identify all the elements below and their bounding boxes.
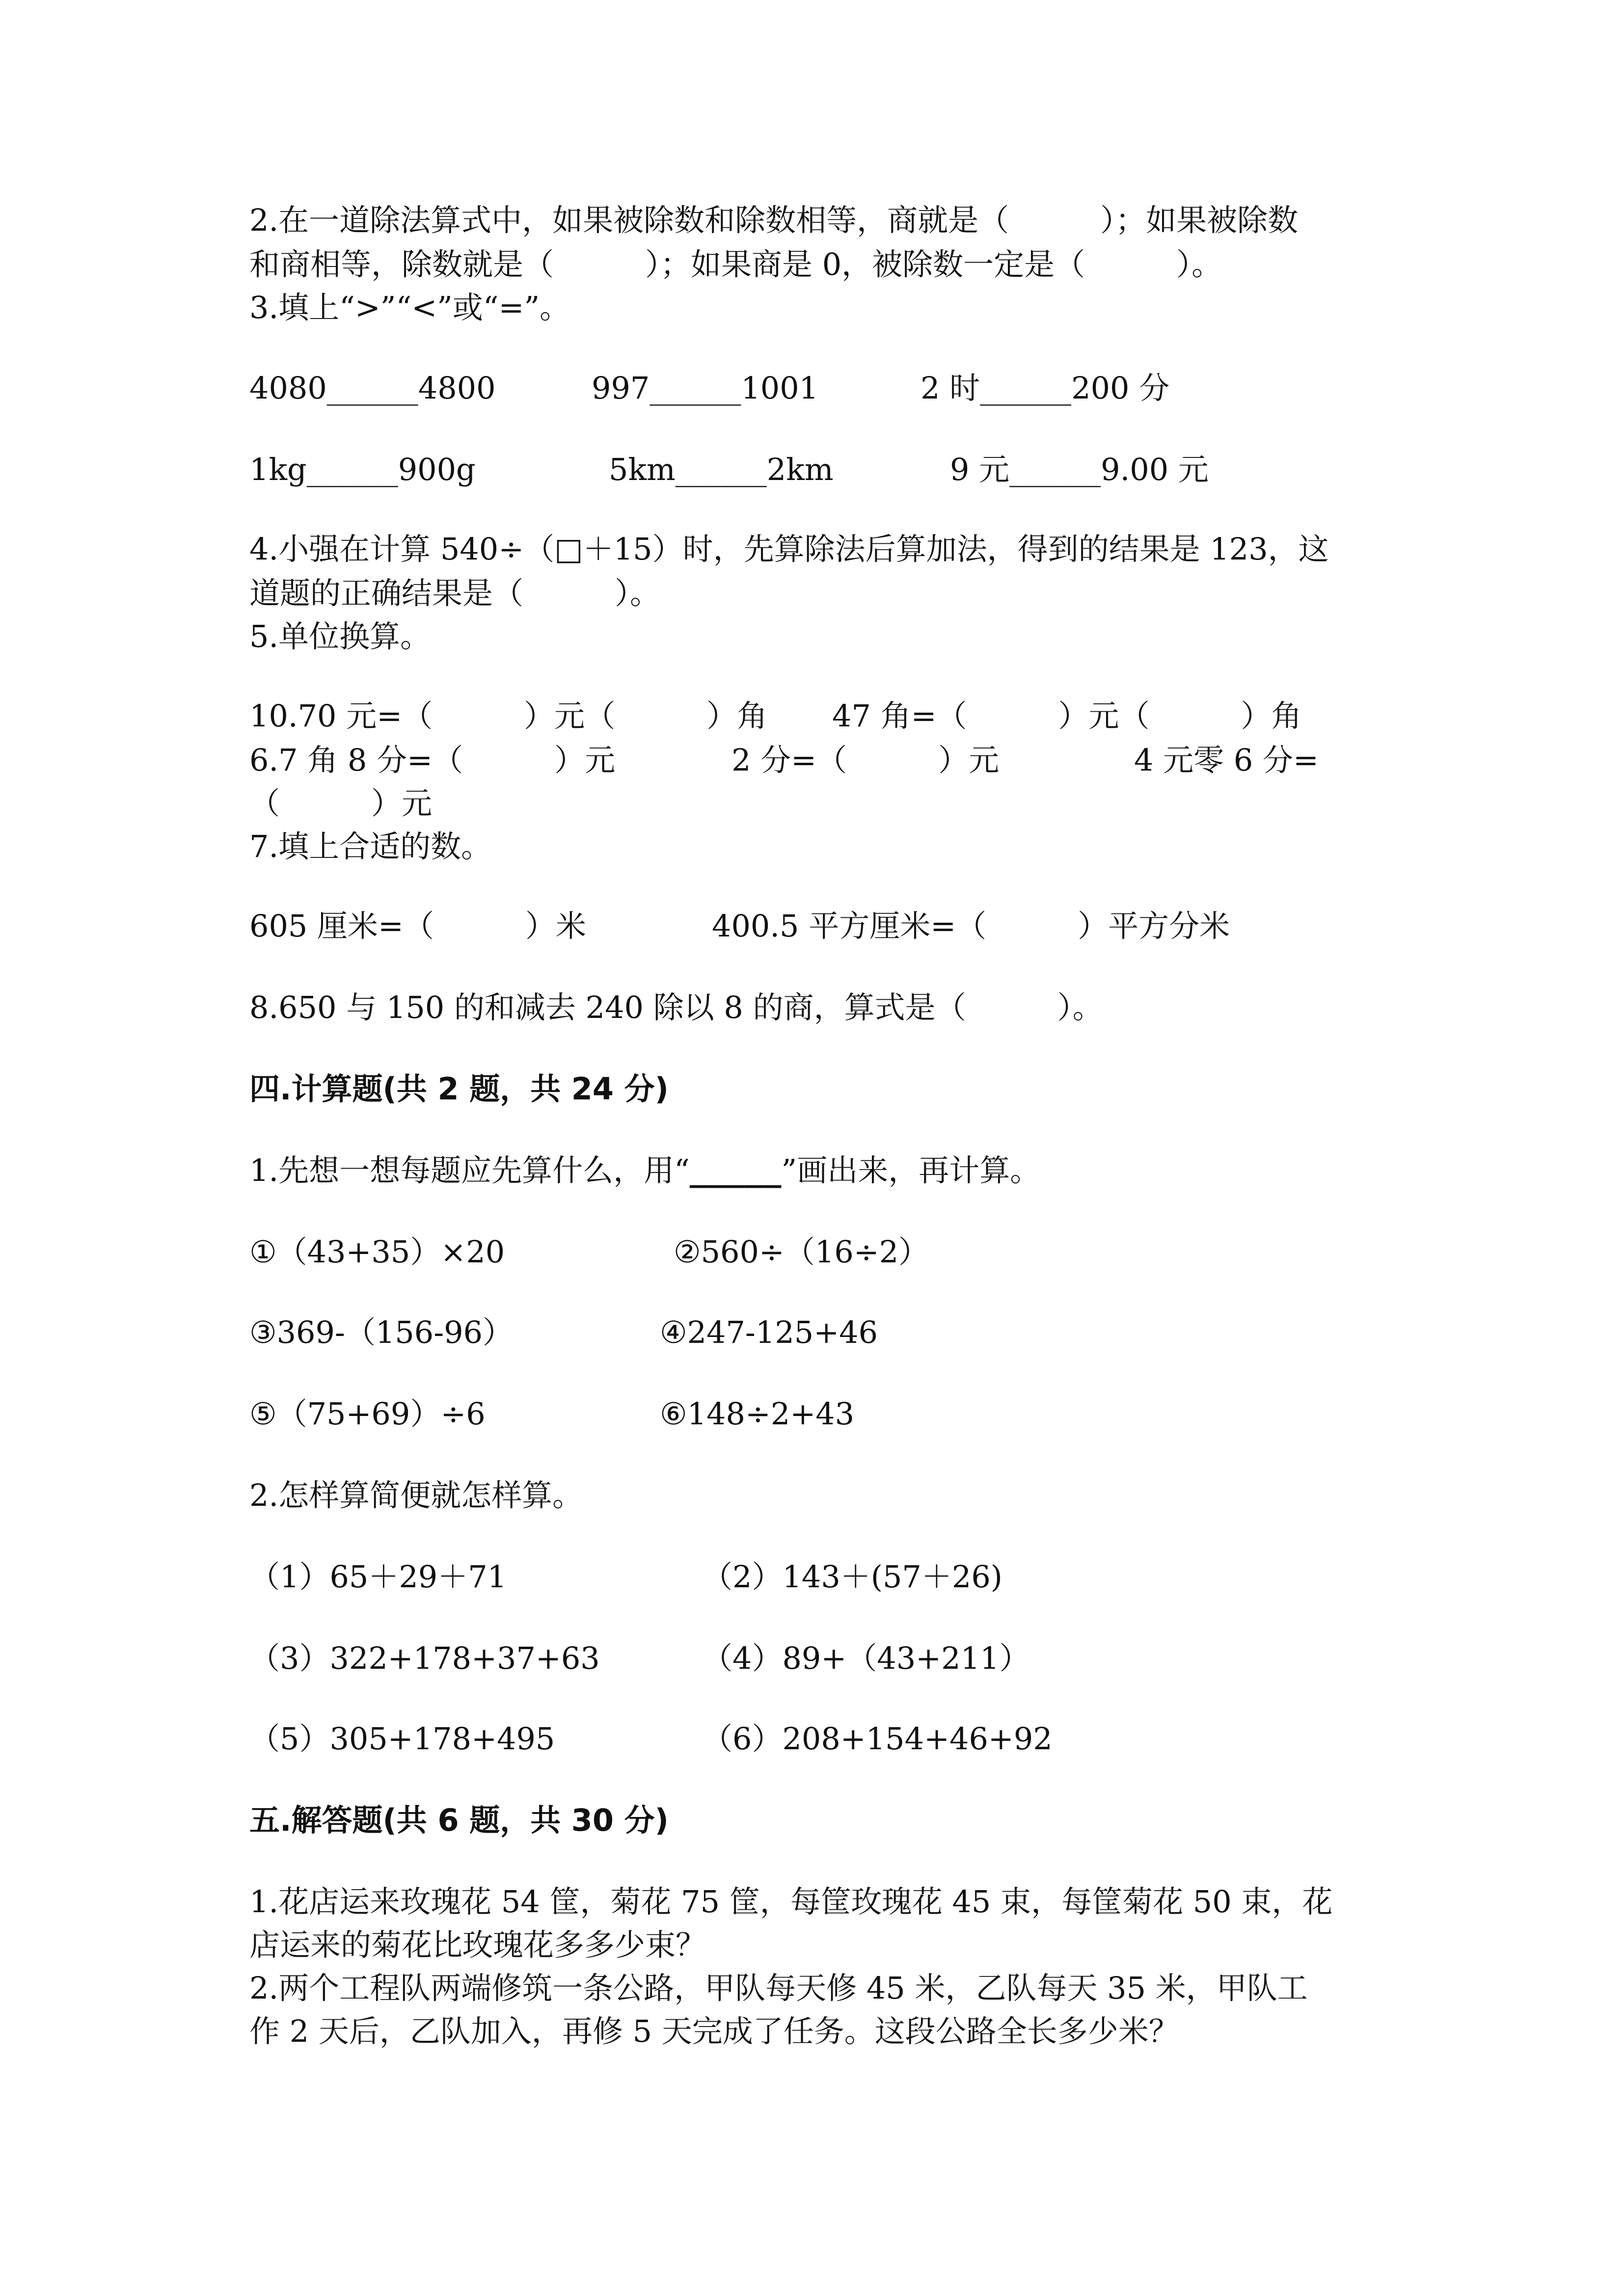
question-3-item: 997______1001 bbox=[592, 370, 819, 406]
section-5-question-1-line-2: 店运来的菊花比玫瑰花多多少束？ bbox=[249, 1927, 706, 1963]
calc-item: ⑥148÷2+43 bbox=[660, 1396, 855, 1432]
calc-item: ②560÷（16÷2） bbox=[674, 1234, 929, 1270]
question-2-line-1: 2.在一道除法算式中，如果被除数和除数相等，商就是（ ）；如果被除数 bbox=[249, 202, 1299, 238]
question-3-item: 1kg______900g bbox=[249, 452, 476, 487]
calc-item: ④247-125+46 bbox=[660, 1314, 878, 1350]
question-4-line-1: 4.小强在计算 540÷（□＋15）时，先算除法后算加法，得到的结果是 123，这 bbox=[249, 531, 1329, 567]
question-text: ”画出来，再计算。 bbox=[781, 1152, 1041, 1188]
section-5-heading: 五.解答题(共 6 题，共 30 分) bbox=[249, 1802, 669, 1838]
underline-mark: _____ bbox=[689, 1152, 782, 1188]
question-5-item: （ ）元 bbox=[249, 785, 433, 821]
section-5-question-2-line-1: 2.两个工程队两端修筑一条公路，甲队每天修 45 米，乙队每天 35 米，甲队工 bbox=[249, 1970, 1308, 2006]
question-5-item: 6.7 角 8 分=（ ）元 bbox=[249, 742, 616, 778]
question-4-line-2: 道题的正确结果是（ ）。 bbox=[249, 575, 661, 611]
calc-item: ③369-（156-96） bbox=[249, 1314, 514, 1350]
calc-item: ⑤（75+69）÷6 bbox=[249, 1396, 486, 1432]
section-4-heading: 四.计算题(共 2 题，共 24 分) bbox=[249, 1071, 669, 1107]
section-4-question-2-title: 2.怎样算简便就怎样算。 bbox=[249, 1477, 583, 1513]
question-3-item: 5km______2km bbox=[609, 452, 834, 487]
question-8: 8.650 与 150 的和减去 240 除以 8 的商，算式是（ ）。 bbox=[249, 989, 1103, 1025]
calc-item: （6）208+154+46+92 bbox=[702, 1721, 1053, 1757]
calc-item: ①（43+35）×20 bbox=[249, 1234, 505, 1270]
question-7-item: 605 厘米=（ ）米 bbox=[249, 908, 586, 944]
question-3-title: 3.填上“>”“<”或“=”。 bbox=[249, 290, 570, 325]
question-text: 1.先想一想每题应先算什么，用“ bbox=[249, 1152, 690, 1188]
section-5-question-2-line-2: 作 2 天后，乙队加入，再修 5 天完成了任务。这段公路全长多少米？ bbox=[249, 2013, 1179, 2049]
question-5-item: 4 元零 6 分= bbox=[1134, 742, 1319, 778]
question-3-item: 9 元______9.00 元 bbox=[950, 452, 1209, 487]
section-4-question-1 bbox=[249, 1152, 1041, 1188]
question-7-item: 400.5 平方厘米=（ ）平方分米 bbox=[712, 908, 1230, 944]
calc-item: （1）65＋29＋71 bbox=[249, 1559, 507, 1595]
question-5-item: 47 角=（ ）元（ ）角 bbox=[832, 698, 1302, 734]
question-5-title: 5.单位换算。 bbox=[249, 618, 431, 654]
question-2-line-2: 和商相等，除数就是（ ）；如果商是 0，被除数一定是（ ）。 bbox=[249, 246, 1222, 282]
calc-item: （4）89+（43+211） bbox=[702, 1640, 1030, 1676]
question-5-item: 2 分=（ ）元 bbox=[731, 742, 1000, 778]
calc-item: （5）305+178+495 bbox=[249, 1721, 555, 1757]
question-5-item: 10.70 元=（ ）元（ ）角 bbox=[249, 698, 768, 734]
section-5-question-1-line-1: 1.花店运来玫瑰花 54 筐，菊花 75 筐，每筐玫瑰花 45 束，每筐菊花 50 束，花 bbox=[249, 1884, 1333, 1920]
question-3-item: 4080______4800 bbox=[249, 370, 496, 406]
calc-item: （2）143＋(57＋26) bbox=[702, 1559, 1002, 1595]
question-7-title: 7.填上合适的数。 bbox=[249, 828, 492, 864]
question-3-item: 2 时______200 分 bbox=[920, 370, 1170, 406]
calc-item: （3）322+178+37+63 bbox=[249, 1640, 600, 1676]
